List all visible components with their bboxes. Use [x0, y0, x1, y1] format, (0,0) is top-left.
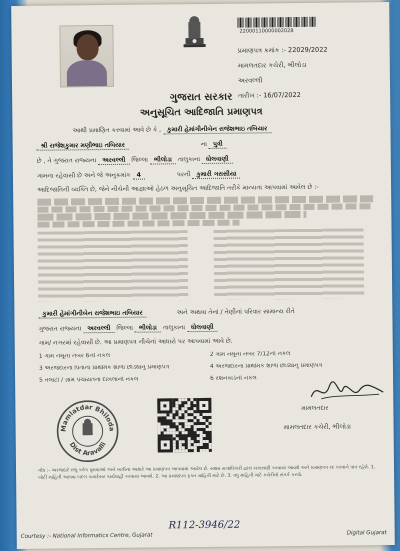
father-name: શ્રી રાજેશકુમાર મણીભાઇ તબિયાર	[37, 142, 129, 151]
document-item: 2 ગામ નમૂના નંબર 7/12ની નકલ	[209, 351, 291, 358]
schedule-list-left	[38, 230, 189, 302]
signatory-label: મામલતદાર	[301, 404, 329, 412]
residence-line: ગુજરાત રાજ્યના અરવલ્લી જિલ્લા ભીલોડા તાલુકાના ધોલવાણી	[39, 322, 375, 334]
signatory-office: મામલતદાર કચેરી, ભીલોડા	[283, 422, 352, 432]
village: ધોલવાણી	[202, 156, 233, 164]
certificate-top-info: પ્રમાણપત્ર ક્રમાંક :- 22029/2022 મામલતદાર કચેરી, ભીલોડા અરવલ્લી તારીખ :- 16/07/2022	[237, 45, 328, 100]
certificate-number: 22029/2022	[287, 45, 328, 55]
res-village: ધોલવાણી	[187, 324, 218, 332]
document-item: 3 અરજદારના પિતાના પ્રાથમિક શાળા છોડ્યાનું પ્રમાણપત્ર	[38, 364, 170, 372]
relation: પુત્રી	[209, 141, 227, 149]
qr-code	[157, 398, 212, 453]
note-text: નોંધ :- અરજદારે રજુ કરેલ પુરાવાઓ અને ખાત્રીના આધારે આ પ્રમાણપત્ર આપવામાં આવેલ છે. સક્ષમ સત્તાધિકારી દ્વારા ચકાસણી કરવામાં આવશે અને પ્રમાણપત્ર રદ કરવાને પાત્ર રહેશે. 1. ખોટી માહિતી આપવા બદલ કાયદેસર કાર્યવાહી કરવામાં આવશે. 2. આ પ્રમાણપત્ર ફક્ત માહિતી માટે છે. 3. વધુ માહિતી માટે કચેરીનો સંપર્ક કરવો.	[38, 465, 376, 481]
office-name: મામલતદાર કચેરી, ભીલોડા	[237, 60, 307, 70]
document-item: 4 અરજદારના પ્રાથમિક શાળા છોડ્યાનું પ્રમાણપત્ર	[209, 362, 323, 370]
certificate-paper	[11, 2, 395, 549]
district: અરવલ્લી	[98, 157, 129, 165]
official-seal-icon	[55, 399, 120, 464]
handwritten-reference: R112-3946/22	[168, 519, 241, 532]
taluka: ભીલોડા	[150, 156, 176, 164]
location-line: છે , તે ગુજરાત રાજ્યના અરવલ્લી જિલ્લા ભીલોડા તાલુકાના ધોલવાણી	[37, 154, 373, 166]
res-taluka: ભીલોડા	[135, 324, 161, 332]
tribe-line: આદિજાતિની વ્યક્તિ છે, જેને નીચેની આજ્ઞાઓ હેઠળ અનુસૂચિત આદિજાતિ તરીકે માન્યતા આપવામાં આવેલ છે :-	[37, 183, 319, 194]
certificate-title: અનુસૂચિત આદિજાતિ પ્રમાણપત્ર	[139, 106, 263, 119]
applicant-photo	[59, 25, 114, 88]
signature-icon	[307, 378, 387, 405]
schedule-fine-print	[37, 194, 373, 228]
holder-name: કુમારી હેમાંગીનીબેન રાજેશભાઇ તબિયાર	[163, 125, 271, 134]
res-district: અરવલ્લી	[83, 325, 114, 333]
document-item: 5 તલાટી / ગ્રામ પંચાયતના દાખલાની નકલ	[39, 376, 139, 384]
document-item: 1 ગામ નમૂના નંબર 6ની નકલ	[38, 352, 111, 360]
holder-residence-line: કુમારી હેમાંગીનીબેન રાજેશભાઇ તબિયાર અને અથવા તેનાં / તેણીનાં પરિવાર સામાન્ય રીતે	[38, 307, 374, 319]
district-name: અરવલ્લી	[237, 76, 263, 85]
courtesy-footer: Courtesy :- National Informatics Centre, Gujarat	[20, 532, 153, 540]
father-line: શ્રી રાજેશકુમાર મણીભાઇ તબિયાર ના પુત્રી	[37, 139, 373, 151]
certificate-date: 16/07/2022	[263, 90, 301, 100]
certificate-small-number: 22000110000002028	[239, 28, 294, 35]
certificate-barcode	[237, 17, 317, 28]
caste: કુમારી ગરાસીયા	[192, 171, 240, 180]
government-title: ગુજરાત સરકાર	[169, 91, 233, 104]
serial-number: 4	[133, 172, 145, 180]
document-item: 6 રેશનકાર્ડની નકલ	[210, 375, 257, 382]
svg-text:Dist Aravalli: Dist Aravalli	[67, 440, 108, 458]
basis-line: ગામ/ નગરમાં રહેવાસી છે. આ પ્રમાણપત્ર નીચેનાં આધારો પર આપવામાં આવે છે.	[38, 337, 233, 347]
digital-gujarat-footer: Digital Gujarat	[346, 530, 387, 537]
svg-text:Mamlatdar Bhiloda: Mamlatdar Bhiloda	[59, 403, 116, 433]
intro-line: આથી પ્રમાણિત કરવામાં આવે છે કે , કુમારી હેમાંગીનીબેન રાજેશભાઇ તબિયાર	[36, 124, 394, 136]
schedule-list-right	[214, 228, 365, 300]
holder-name-repeat: કુમારી હેમાંગીનીબેન રાજેશભાઇ તબિયાર	[38, 310, 146, 319]
serial-line: ગામના રહેવાસી છે અને જે અનુક્રમાંક 4 પરની કુમારી ગરાસીયા	[37, 169, 373, 181]
ashoka-emblem-icon	[179, 14, 209, 52]
